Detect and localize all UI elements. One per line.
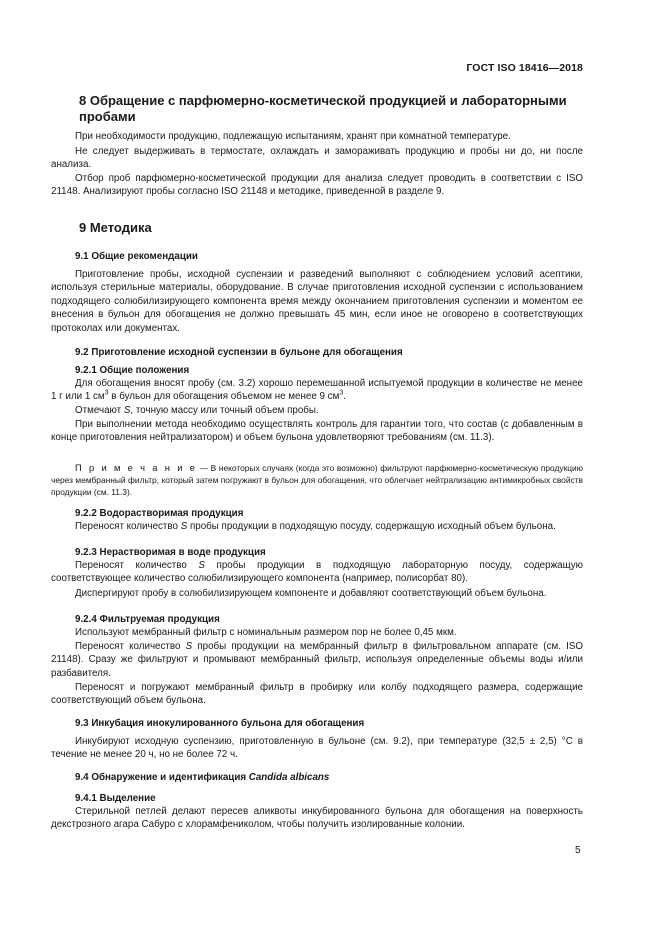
s941-title: 9.4.1 Выделение: [75, 793, 156, 804]
page-number: 5: [575, 845, 581, 856]
s8-paragraph-2: Не следует выдерживать в термостате, охлаждать и замораживать продукцию и пробы ни до, ни после анализа.: [51, 146, 583, 171]
s923-paragraph-1: Переносят количество S пробы продукции в подходящую лабораторную посуду, содержащую соответствующее количество солюбилизирующего компонента (например, полисорбат 80).: [51, 560, 583, 585]
s923-paragraph-2: Диспергируют пробу в солюбилизирующем компоненте и добавляют соответствующий объем бульона.: [75, 588, 547, 599]
section-8-title-line1: 8 Обращение с парфюмерно-косметической продукцией и лабораторными: [79, 93, 567, 108]
s94-title: 9.4 Обнаружение и идентификация Candida albicans: [75, 772, 330, 783]
s924-title: 9.2.4 Фильтруемая продукция: [75, 614, 220, 625]
s91-paragraph: Приготовление пробы, исходной суспензии и разведений выполняют с соблюдением условий асептики, используя стерильные материалы, оборудование. В случае приготовления исходной суспензии с использованием подходящего солюбилизирующего компонента время между окончанием приготовления суспензии и моментом ее внесения в бульон для обогащения не должно превышать 45 мин, если иное не оговорено в соответствующих протоколах или документах.: [51, 269, 583, 334]
s921-title: 9.2.1 Общие положения: [75, 365, 190, 376]
section-8-title-line2: пробами: [79, 109, 136, 124]
s923-title: 9.2.3 Нерастворимая в воде продукция: [75, 547, 266, 558]
s93-title: 9.3 Инкубация инокулированного бульона для обогащения: [75, 718, 365, 729]
section-9-title: 9 Методика: [79, 220, 152, 235]
note-text: — В некоторых случаях (когда это возможно) фильтруют парфюмерно-косметическую продукцию через мембранный фильтр, который затем погружают в бульон для обогащения, что облегчает нейтрализацию антимикробных свойств продукции (см. 11.3).: [51, 463, 583, 497]
s921-paragraph-2: Отмечают S, точную массу или точный объем пробы.: [75, 405, 319, 416]
s8-paragraph-1: При необходимости продукцию, подлежащую испытаниям, хранят при комнатной температуре.: [75, 131, 511, 142]
note: [51, 462, 583, 498]
s921-paragraph-3: При выполнении метода необходимо осуществлять контроль для гарантии того, что состав (с добавленным в конце приготовления нейтрализатором) и объем бульона удовлетворяют требованиям (см. 11.3).: [51, 419, 583, 444]
s924-paragraph-2: Переносят количество S пробы продукции на мембранный фильтр в фильтровальном аппарате (см. ISO 21148). Сразу же фильтруют и промывают мембранный фильтр, используя определенные объемы воды и/или разбавителя.: [51, 641, 583, 679]
s922-paragraph: Переносят количество S пробы продукции в подходящую посуду, содержащую исходный объем бульона.: [75, 521, 556, 532]
note-label: П р и м е ч а н и е: [75, 462, 198, 473]
s8-paragraph-3: Отбор проб парфюмерно-косметической продукции для анализа следует проводить в соответствии с ISO 21148. Анализируют пробы согласно ISO 21148 и методике, приведенной в разделе 9.: [51, 173, 583, 198]
s92-title: 9.2 Приготовление исходной суспензии в бульоне для обогащения: [75, 347, 403, 358]
s922-title: 9.2.2 Водорастворимая продукция: [75, 508, 244, 519]
s941-paragraph: Стерильной петлей делают пересев аликвоты инкубированного бульона для обогащения на поверхность декстрозного агара Сабуро с хлорамфениколом, чтобы получить изолированные колонии.: [51, 806, 583, 831]
s93-paragraph: Инкубируют исходную суспензию, приготовленную в бульоне (см. 9.2), при температуре (32,5 ± 2,5) °С в течение не менее 20 ч, но не более 72 ч.: [51, 736, 583, 761]
s924-paragraph-1: Используют мембранный фильтр с номинальным размером пор не более 0,45 мкм.: [75, 627, 457, 638]
s924-paragraph-3: Переносят и погружают мембранный фильтр в пробирку или колбу подходящего размера, содержащие соответствующий объем бульона.: [51, 682, 583, 707]
s921-paragraph-1: Для обогащения вносят пробу (см. 3.2) хорошо перемешанной испытуемой продукции в количестве не менее 1 г или 1 $см^3$ в бульон для обогащения объемом не менее 9 $см^3$.: [51, 378, 583, 403]
s91-title: 9.1 Общие рекомендации: [75, 251, 198, 262]
section-8-title: [77, 93, 585, 125]
standard-header: ГОСТ ISO 18416—2018: [466, 62, 583, 74]
